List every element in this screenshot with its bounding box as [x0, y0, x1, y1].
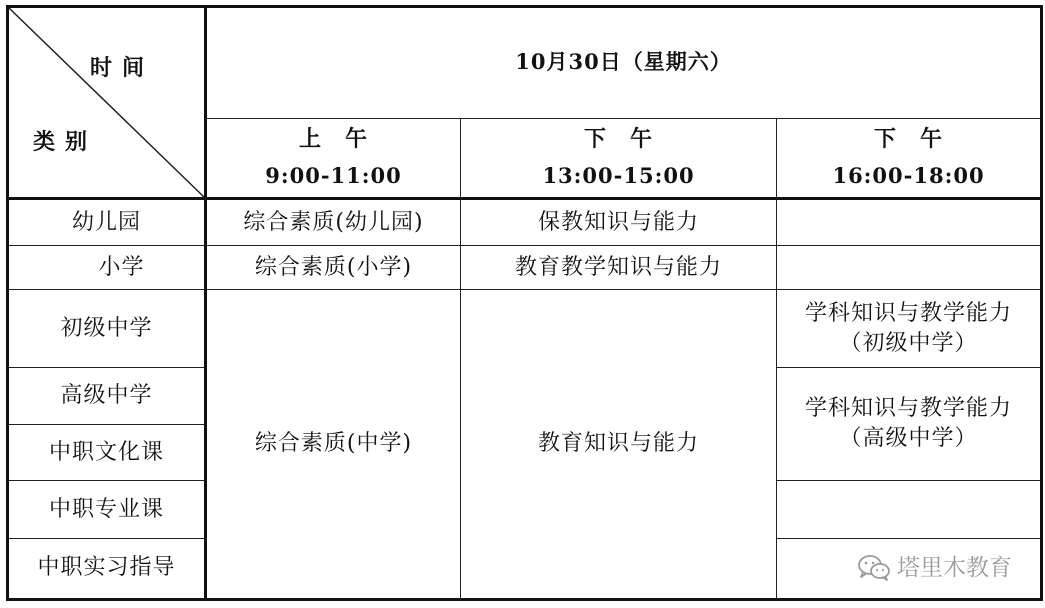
slot-period-label: 上 午 — [298, 125, 368, 152]
category-junior-middle: 初级中学 — [8, 290, 206, 367]
corner-time-label: 时间 — [89, 55, 154, 81]
slot-time-range: 16:00-18:00 — [832, 163, 985, 189]
subject-vocational-internship-late-empty — [777, 538, 1042, 599]
subject-kindergarten-afternoon: 保教知识与能力 — [461, 198, 777, 245]
row-kindergarten — [8, 198, 1042, 245]
slot-afternoon — [461, 118, 777, 198]
subject-primary-late-empty — [777, 246, 1042, 290]
row-primary — [8, 246, 1042, 290]
exam-date: 10月30日（星期六） — [515, 48, 732, 74]
slot-time-range: 13:00-15:00 — [542, 163, 695, 189]
row-junior-middle — [8, 290, 1042, 367]
watermark-text: 塔里木教育 — [897, 554, 1013, 581]
slot-late-afternoon — [777, 118, 1042, 198]
subject-junior-late — [777, 290, 1042, 367]
subject-vocational-specialty-late-empty — [777, 481, 1042, 538]
slot-morning — [206, 118, 461, 198]
category-vocational-internship: 中职实习指导 — [8, 538, 206, 599]
subject-kindergarten-late-empty — [777, 198, 1042, 245]
corner-category-label: 类别 — [33, 129, 98, 155]
slot-period-label: 下 午 — [583, 125, 653, 152]
wechat-icon — [857, 554, 891, 582]
category-vocational-specialty: 中职专业课 — [8, 481, 206, 538]
subject-junior-late-line2: （初级中学） — [839, 330, 978, 356]
corner-cell — [8, 7, 206, 199]
subject-senior-late — [777, 367, 1042, 481]
diagonal-divider — [9, 8, 204, 197]
subject-kindergarten-morning: 综合素质(幼儿园) — [206, 198, 461, 245]
date-header-row — [8, 7, 1042, 119]
subject-middle-morning: 综合素质(中学) — [206, 290, 461, 600]
watermark — [857, 553, 1012, 584]
category-kindergarten: 幼儿园 — [8, 198, 206, 245]
category-vocational-culture: 中职文化课 — [8, 425, 206, 481]
subject-primary-morning: 综合素质(小学) — [206, 246, 461, 290]
subject-senior-late-line1: 学科知识与教学能力 — [805, 396, 1013, 422]
slot-period-label: 下 午 — [874, 125, 944, 152]
exam-schedule-table — [6, 5, 1043, 601]
category-senior-middle: 高级中学 — [8, 367, 206, 424]
date-header-cell — [206, 7, 1042, 119]
category-primary: 小学 — [8, 246, 206, 290]
slot-time-range: 9:00-11:00 — [265, 163, 402, 189]
subject-primary-afternoon: 教育教学知识与能力 — [461, 246, 777, 290]
subject-middle-afternoon: 教育知识与能力 — [461, 290, 777, 600]
subject-junior-late-line1: 学科知识与教学能力 — [805, 300, 1013, 326]
subject-senior-late-line2: （高级中学） — [839, 426, 978, 452]
